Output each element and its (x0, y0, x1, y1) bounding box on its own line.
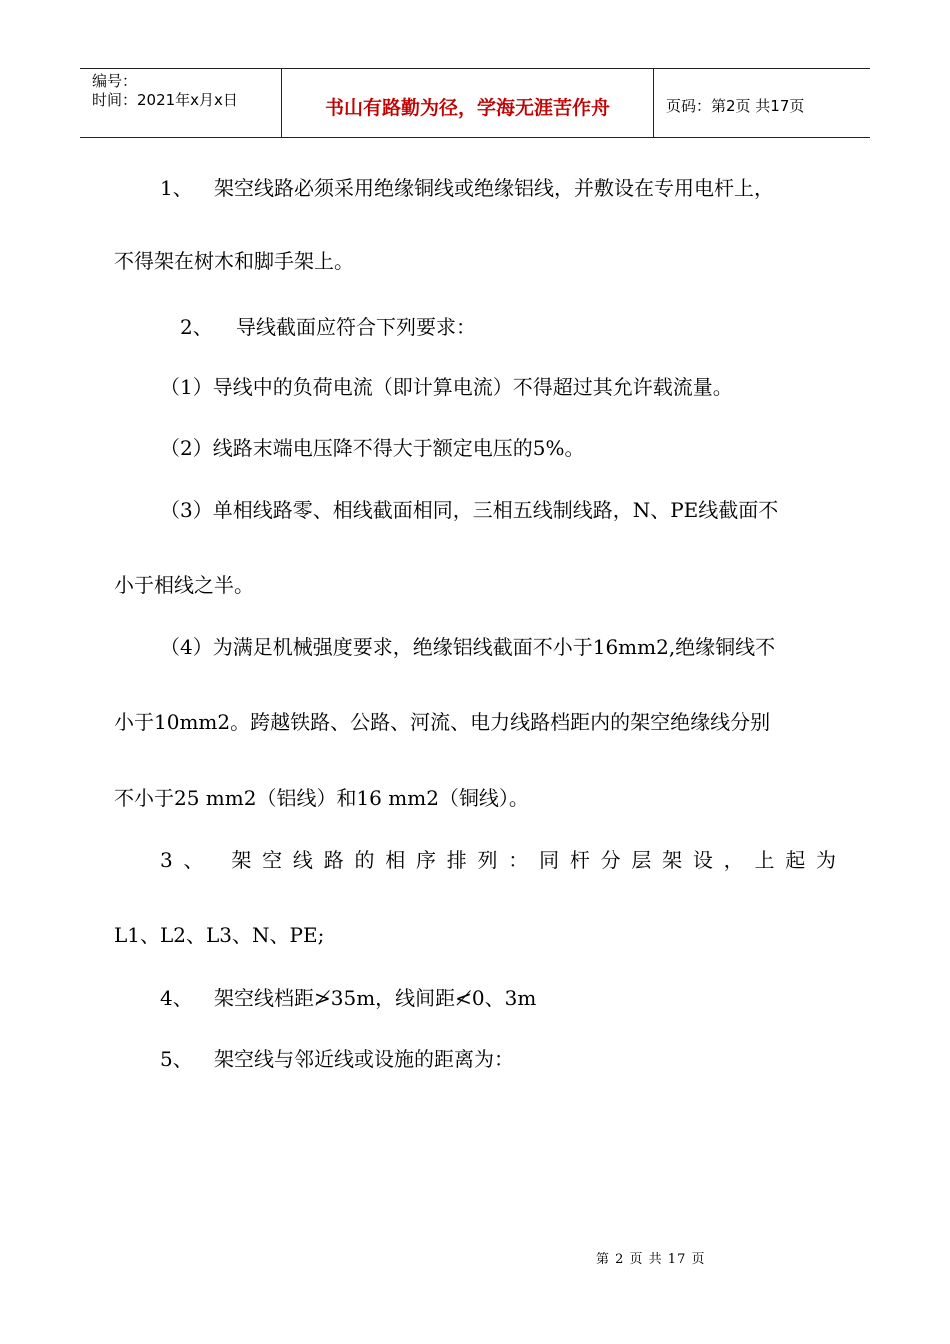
item-1-continuation: 不得架在树木和脚手架上。 (114, 249, 354, 273)
sub-item-1: （1）导线中的负荷电流（即计算电流）不得超过其允许载流量。 (160, 375, 733, 399)
time-label: 时间：2021年x月x日 (92, 91, 238, 109)
item-3-continuation: L1、L2、L3、N、PE; (114, 923, 325, 947)
header-page-info: 页码：第2页 共17页 (666, 96, 805, 115)
item-5-number: 5、 (160, 1047, 193, 1071)
item-2-number: 2、 (180, 315, 213, 339)
item-1-number: 1、 (160, 176, 193, 200)
header-motto: 书山有路勤为径，学海无涯苦作舟 (282, 69, 654, 137)
sub-item-3: （3）单相线路零、相线截面相同，三相五线制线路，N、PE线截面不 (160, 498, 779, 522)
sub-item-3-continuation: 小于相线之半。 (114, 573, 254, 597)
page-header (80, 68, 870, 138)
item-1-text: 架空线路必须采用绝缘铜线或绝缘铝线，并敷设在专用电杆上， (214, 176, 774, 200)
item-4-text: 架空线档距≯35m，线间距≮0、3m (214, 986, 537, 1010)
item-3-text: 3、 架空线路的相序排列：同杆分层架设，上起为 (160, 848, 836, 872)
page-footer: 第 2 页 共 17 页 (596, 1252, 706, 1267)
sub-item-4-continuation-2: 不小于25 mm2（铝线）和16 mm2（铜线）。 (114, 786, 529, 810)
sub-item-2: （2）线路末端电压降不得大于额定电压的5%。 (160, 436, 585, 460)
header-meta (80, 69, 282, 137)
item-5-text: 架空线与邻近线或设施的距离为： (214, 1047, 514, 1071)
number-label: 编号： (92, 72, 138, 90)
sub-item-4: （4）为满足机械强度要求，绝缘铝线截面不小于16mm2,绝缘铜线不 (160, 635, 776, 659)
sub-item-4-continuation-1: 小于10mm2。跨越铁路、公路、河流、电力线路档距内的架空绝缘线分别 (114, 710, 771, 734)
item-4-number: 4、 (160, 986, 193, 1010)
item-2-text: 导线截面应符合下列要求： (236, 315, 476, 339)
